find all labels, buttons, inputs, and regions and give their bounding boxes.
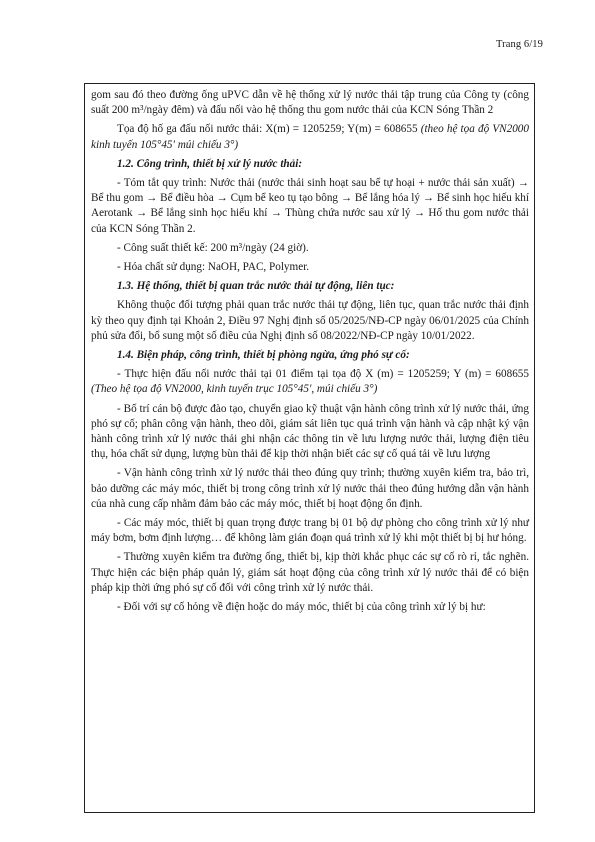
paragraph-backup-equipment: - Các máy móc, thiết bị quan trọng được trang bị 01 bộ dự phòng cho công trình xử lý như máy bơm, bơm định lượng… để không làm gián đoạn quá trình xử lý khi một thiết bị bị hư hỏng.: [91, 517, 529, 545]
paragraph-operation-maintenance: - Vận hành công trình xử lý nước thải theo đúng quy trình; thường xuyên kiểm tra, bảo trì, bảo dưỡng các máy móc, thiết bị trong công trình xử lý nước thải theo đúng hướng dẫn vận hành của nhà cung cấp nhằm đảm bảo các máy móc, thiết bị hoạt động ổn định.: [91, 467, 529, 510]
paragraph-connection-point: [91, 367, 529, 397]
paragraph-wastewater-collection: gom sau đó theo đường ống uPVC dẫn về hệ thống xử lý nước thải tập trung của Công ty (công suất 200 m³/ngày đêm) và đấu nối vào hệ thống thu gom nước thải của KCN Sóng Thần 2: [91, 89, 529, 117]
coordinates-text: Tọa độ hố ga đấu nối nước thải: X(m) = 1205259; Y(m) = 608655: [117, 123, 421, 136]
paragraph-pipeline-inspection: - Thường xuyên kiểm tra đường ống, thiết bị, kịp thời khắc phục các sự cố rò rỉ, tắc nghẽn. Thực hiện các biện pháp quản lý, giám sát hoạt động của công trình xử lý nước thải để có biện pháp kịp thời ứng phó sự cố đối với công trình xử lý nước thải.: [91, 551, 529, 594]
connection-point-system-note: (Theo hệ tọa độ VN2000, kinh tuyến trục 105°45', múi chiếu 3°): [91, 383, 378, 396]
paragraph-design-capacity: - Công suất thiết kế: 200 m³/ngày (24 giờ).: [117, 241, 309, 254]
paragraph-electrical-failure: - Đối với sự cố hỏng về điện hoặc do máy móc, thiết bị của công trình xử lý bị hư:: [117, 601, 486, 614]
document-body: [84, 83, 535, 813]
coordinates-system-note: (theo hệ tọa độ VN2000 kinh tuyến 105°45' múi chiếu 3°): [91, 123, 529, 151]
paragraph-chemicals-used: - Hóa chất sử dụng: NaOH, PAC, Polymer.: [117, 261, 310, 274]
paragraph-process-summary: - Tóm tắt quy trình: Nước thải (nước thải sinh hoạt sau bể tự hoại + nước thải sản xuất) → Bể thu gom → Bể điều hòa → Cụm bể keo tụ tạo bông → Bể lắng hóa lý → Bể sinh học hiếu khí Aerotank → Bể lắng sinh học hiếu khí → Thùng chứa nước sau xử lý → Hố thu gom nước thải của KCN Sóng Thần 2.: [91, 177, 529, 235]
section-heading-1-4: 1.4. Biện pháp, công trình, thiết bị phòng ngừa, ứng phó sự cố:: [117, 349, 410, 362]
paragraph-staff-training: - Bố trí cán bộ được đào tạo, chuyển giao kỹ thuật vận hành công trình xử lý nước thải, ứng phó sự cố; phân công vận hành, theo dõi, giám sát liên tục quá trình vận hành và cập nhật ký vận hành công trình xử lý nước thải ghi nhận các thông tin về lưu lượng nước thải, lượng điện tiêu thụ, hóa chất sử dụng, lượng bùn thải để kịp thời nhận biết các sự cố quá tải về lưu lượng: [91, 402, 529, 461]
paragraph-monitoring-exemption: Không thuộc đối tượng phải quan trắc nước thải tự động, liên tục, quan trắc nước thải định kỳ theo quy định tại Khoản 2, Điều 97 Nghị định số 05/2025/NĐ-CP ngày 06/01/2025 của Chính phủ sửa đổi, bổ sung một số điều của Nghị định số 08/2022/NĐ-CP ngày 10/01/2022.: [91, 299, 529, 342]
connection-point-text: - Thực hiện đấu nối nước thải tại 01 điểm tại tọa độ X (m) = 1205259; Y (m) = 608655: [117, 368, 529, 381]
section-heading-1-2: 1.2. Công trình, thiết bị xử lý nước thải:: [117, 157, 303, 170]
paragraph-connection-coordinates: [91, 122, 529, 152]
page-number: Trang 6/19: [496, 39, 543, 50]
section-heading-1-3: 1.3. Hệ thống, thiết bị quan trắc nước thải tự động, liên tục:: [117, 280, 395, 293]
